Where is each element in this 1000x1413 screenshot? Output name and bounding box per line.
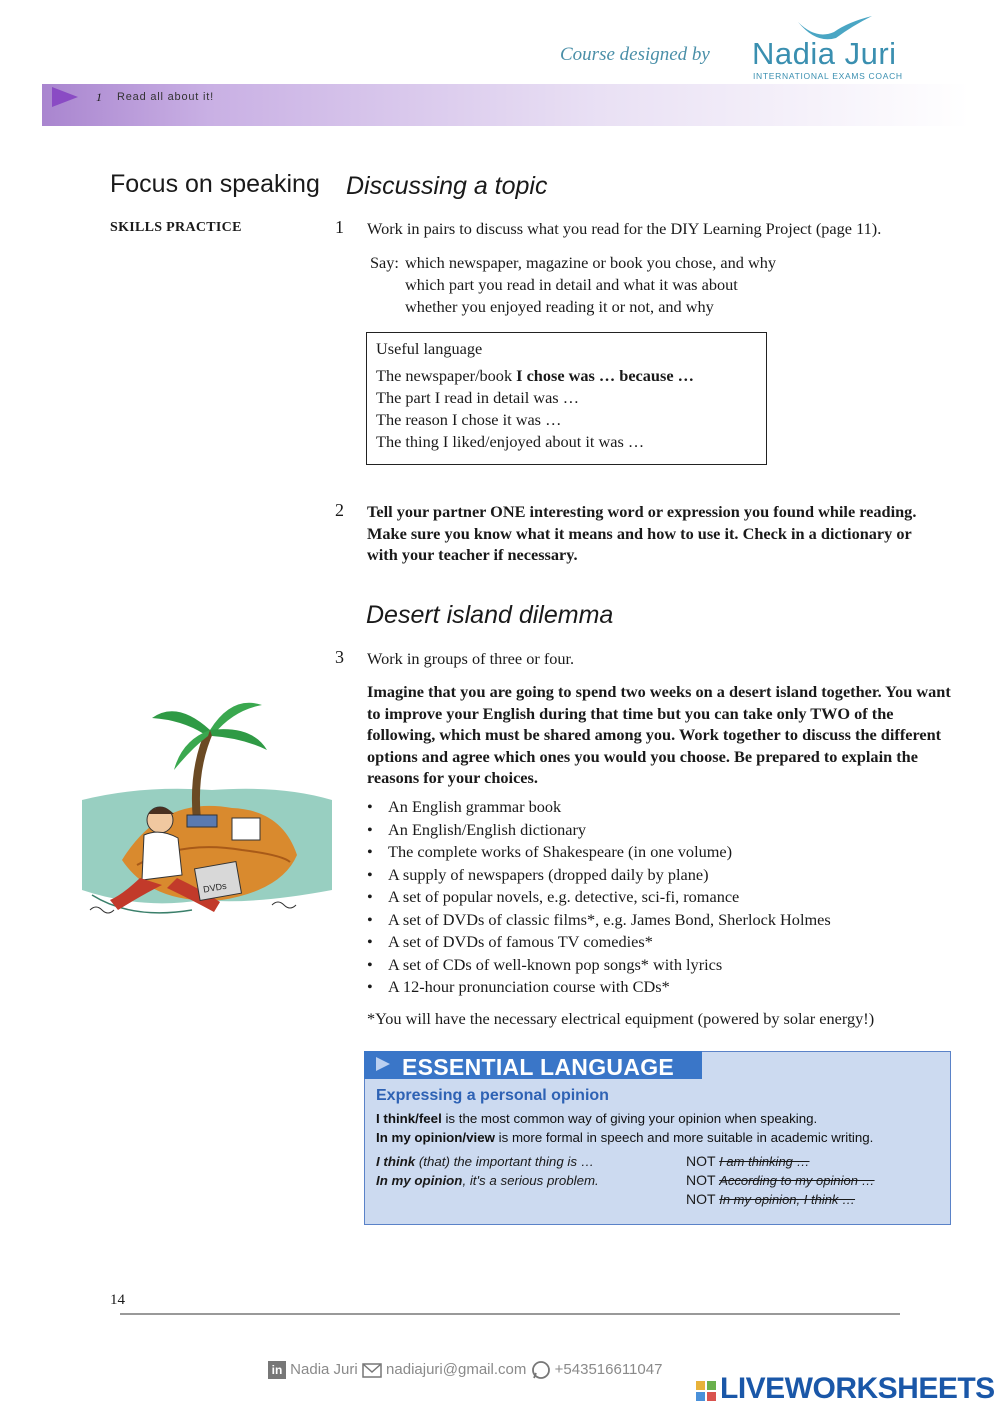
list-item: • A 12-hour pronunciation course with CDs*: [367, 977, 670, 996]
skills-practice-label: SKILLS PRACTICE: [110, 220, 242, 235]
question-number: 2: [335, 500, 344, 520]
example-line: In my opinion, it's a serious problem.: [376, 1173, 599, 1188]
essential-language-title: ESSENTIAL LANGUAGE: [402, 1054, 675, 1080]
incorrect-example: NOT I am thinking …: [686, 1153, 810, 1169]
instructions-text: Imagine that you are going to spend two weeks on a desert island together. You want to improve your English during that time but you can take only TWO of the following, which must be shared among you. Work together to discuss the different options and agree which ones you would you choose. Be prepared to explain the reasons for your choices.: [367, 682, 951, 787]
say-label: Say:: [370, 253, 399, 272]
useful-line: The thing I liked/enjoyed about it was …: [376, 432, 645, 451]
brand-subtitle: INTERNATIONAL EXAMS COACH: [753, 71, 903, 81]
question-text: Work in pairs to discuss what you read for the DIY Learning Project (page 11).: [367, 219, 882, 238]
useful-line: The part I read in detail was …: [376, 388, 579, 407]
useful-line: The newspaper/book I chose was … because …: [376, 366, 694, 385]
say-line: which part you read in detail and what it was about: [405, 275, 738, 294]
unit-title: Read all about it!: [117, 91, 214, 103]
say-line: whether you enjoyed reading it or not, and why: [405, 297, 714, 316]
section-topic: Discussing a topic: [346, 172, 548, 200]
say-list: [405, 252, 776, 318]
essential-line: I think/feel is the most common way of giving your opinion when speaking.: [376, 1111, 818, 1126]
arrow-right-icon: [376, 1057, 390, 1071]
list-item: • A set of DVDs of classic films*, e.g. James Bond, Sherlock Holmes: [367, 909, 831, 929]
list-item: • A set of CDs of well-known pop songs* with lyrics: [367, 954, 723, 974]
useful-line: The reason I chose it was …: [376, 410, 562, 429]
liveworksheets-brand[interactable]: LIVEWORKSHEETS: [720, 1372, 995, 1405]
useful-language-title: Useful language: [376, 339, 483, 358]
options-list: [367, 797, 831, 1000]
list-item: • A set of popular novels, e.g. detective, sci-fi, romance: [367, 887, 740, 906]
essential-language-subtitle: Expressing a personal opinion: [376, 1087, 609, 1104]
unit-number: 1: [96, 90, 102, 104]
question-text: Work in groups of three or four.: [367, 649, 575, 668]
incorrect-example: NOT According to my opinion …: [686, 1172, 875, 1188]
say-line: which newspaper, magazine or book you chose, and why: [405, 253, 776, 272]
question-number: 1: [335, 217, 344, 237]
list-item: • A set of DVDs of famous TV comedies*: [367, 932, 653, 951]
subsection-title: Desert island dilemma: [366, 601, 614, 629]
desert-island-illustration: [82, 690, 332, 935]
contact-name: Nadia Juri: [290, 1360, 358, 1378]
contact-phone: +543516611047: [554, 1360, 663, 1378]
contact-bar: [268, 1360, 662, 1380]
page-number: 14: [110, 1292, 125, 1308]
section-label: Focus on speaking: [110, 170, 320, 198]
footnote: *You will have the necessary electrical equipment (powered by solar energy!): [367, 1009, 875, 1028]
mail-icon: [362, 1363, 382, 1378]
brand-name: Nadia Juri: [752, 36, 897, 71]
contact-email[interactable]: nadiajuri@gmail.com: [386, 1360, 527, 1378]
play-arrow-icon: [52, 87, 78, 107]
liveworksheets-logo-icon: [696, 1381, 716, 1401]
example-line: I think (that) the important thing is …: [376, 1154, 595, 1169]
list-item: • An English/English dictionary: [367, 819, 587, 839]
list-item: • A supply of newspapers (dropped daily by plane): [367, 864, 709, 884]
dvds-label: DVDs: [202, 880, 228, 895]
whatsapp-icon: [531, 1360, 551, 1380]
incorrect-example: NOT In my opinion, I think …: [686, 1191, 856, 1207]
essential-line: In my opinion/view is more formal in speech and more suitable in academic writing.: [376, 1130, 874, 1145]
linkedin-icon: in: [268, 1361, 286, 1379]
list-item: • An English grammar book: [367, 797, 562, 816]
list-item: • The complete works of Shakespeare (in one volume): [367, 842, 733, 861]
useful-language-list: [376, 366, 694, 454]
course-designed-by: Course designed by: [560, 44, 710, 65]
question-text: Tell your partner ONE interesting word or expression you found while reading. Make sure you know what it means and how to use it. Check in a dictionary or with your teacher if necessary.: [367, 502, 917, 564]
question-number: 3: [335, 647, 344, 667]
footer-divider: [120, 1313, 900, 1315]
